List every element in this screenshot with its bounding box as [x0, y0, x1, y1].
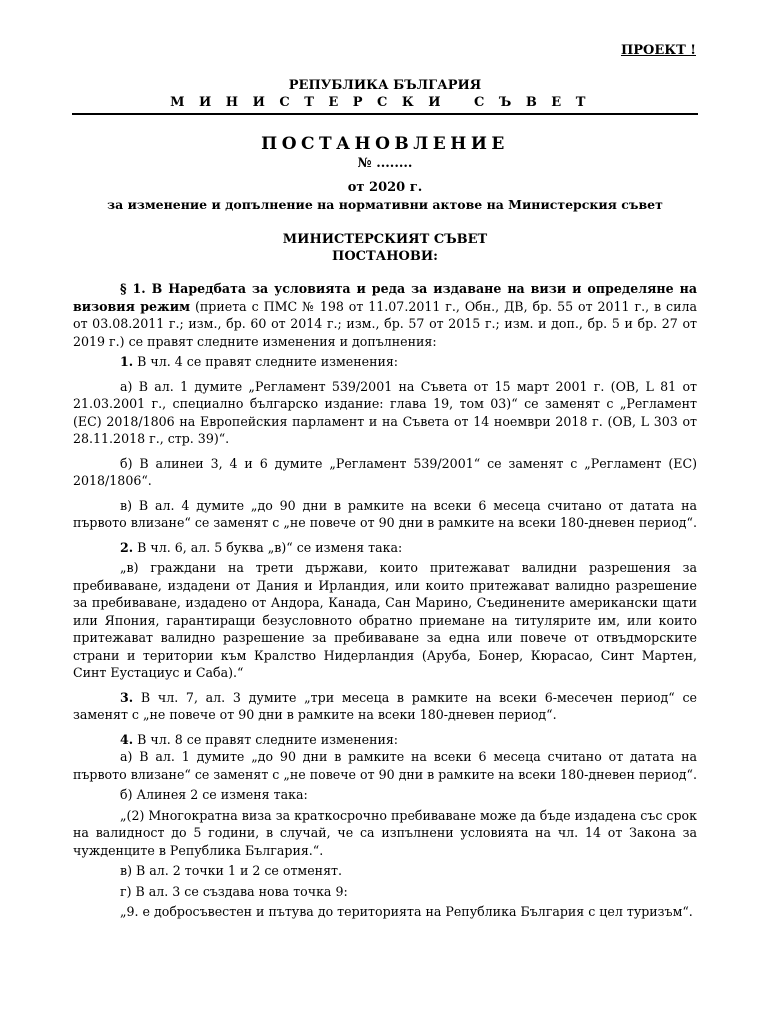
point-1: [73, 353, 697, 371]
point-4d-quote: „9. е добросъвестен и пътува до територията на Република България с цел туризъм“.: [120, 904, 693, 919]
point-2: [73, 539, 697, 557]
section-1-text: (приета с ПМС № 198 от 11.07.2011 г., Обн., ДВ, бр. 55 от 2011 г., в сила от 03.08.2011 г.; изм., бр. 60 от 2014 г.; изм., бр. 57 от 2015 г.; изм. и доп., бр. 5 и бр. 27 от 2019 г.) се правят следните изменения и допълнения:: [73, 298, 697, 349]
section-1-intro: [73, 280, 697, 350]
point-4-number: 4.: [120, 731, 134, 747]
point-1a: а) В ал. 1 думите „Регламент 539/2001 на Съвета от 15 март 2001 г. (ОВ, L 81 от 21.03.2001 г., специално българско издание: глава 19, том 03)“ се заменят с „Регламент (ЕС) 2018/1806 на Европейския парламент и на Съвета от 14 ноември 2018 г. (ОВ, L 303 от 28.11.2018 г., стр. 39)“.: [73, 378, 697, 446]
document-number: № ........: [357, 156, 413, 171]
point-4b-quote: „(2) Многократна виза за краткосрочно пребиваване може да бъде издадена със срок на валидност до 5 години, в случай, че са изпълнени условията на чл. 14 от Закона за чужденците в Република България.“.: [73, 807, 697, 858]
document-body: [73, 280, 697, 921]
section-1-title: § 1. В Наредбата за условията и реда за издаване на визи и определяне на визовия режим: [73, 281, 697, 314]
point-4d: г) В ал. 3 се създава нова точка 9:: [120, 883, 348, 899]
point-2-text: В чл. 6, ал. 5 буква „в)“ се изменя така:: [133, 539, 403, 555]
point-3-number: 3.: [120, 689, 134, 705]
document-type-title: ПОСТАНОВЛЕНИЕ: [261, 134, 509, 154]
point-2-number: 2.: [120, 539, 134, 555]
point-3-text: В чл. 7, ал. 3 думите „три месеца в рамките на всеки 6-месечен период“ се заменят с „не повече от 90 дни в рамките на всеки 180-дневен период“.: [73, 689, 697, 722]
council-heading: МИНИСТЕРСКИ СЪВЕТ: [170, 95, 600, 110]
point-4b: б) Алинея 2 се изменя така:: [120, 787, 308, 802]
point-4-text: В чл. 8 се правят следните изменения:: [133, 731, 399, 747]
point-4c: в) В ал. 2 точки 1 и 2 се отменят.: [120, 863, 342, 878]
point-1c: в) В ал. 4 думите „до 90 дни в рамките на всеки 6 месеца считано от датата на първото влизане“ се заменят с „не повече от 90 дни в рамките на всеки 180-дневен период“.: [73, 497, 697, 530]
point-1b: б) В алинеи 3, 4 и 6 думите „Регламент 539/2001“ се заменят с „Регламент (ЕС) 2018/1806“.: [73, 455, 697, 488]
header-rule: [72, 113, 698, 115]
enacting-body: МИНИСТЕРСКИЯТ СЪВЕТ: [282, 232, 488, 247]
enacting-verb: ПОСТАНОВИ:: [332, 249, 438, 264]
document-subject: за изменение и допълнение на нормативни актове на Министерския съвет: [107, 197, 663, 212]
document-date: от 2020 г.: [347, 180, 423, 195]
point-1-number: 1.: [120, 354, 134, 369]
draft-label: ПРОЕКТ !: [620, 43, 696, 58]
point-4a: а) В ал. 1 думите „до 90 дни в рамките на всеки 6 месеца считано от датата на първото влизане“ се заменят с „не повече от 90 дни в рамките на всеки 180-дневен период“.: [73, 749, 697, 782]
point-3: [73, 689, 697, 724]
point-2-quote: „в) граждани на трети държави, които притежават валидни разрешения за пребиваване, издадени от Дания и Ирландия, или които притежават валидно разрешение за пребиваване, издадено от Андора, Канада, Сан Марино, Съединените американски щати или Япония, гарантиращи безусловното обратно приемане на титулярите им, или които притежават валидно разрешение за пребиваване за една или повече от отвъдморските страни и територии към Кралство Нидерландия (Аруба, Бонер, Кюрасао, Синт Мартен, Синт Еустациус и Саба).“: [73, 560, 697, 680]
republic-heading: РЕПУБЛИКА БЪЛГАРИЯ: [288, 78, 482, 93]
point-1-text: В чл. 4 се правят следните изменения:: [133, 354, 399, 369]
point-4: [73, 731, 697, 749]
